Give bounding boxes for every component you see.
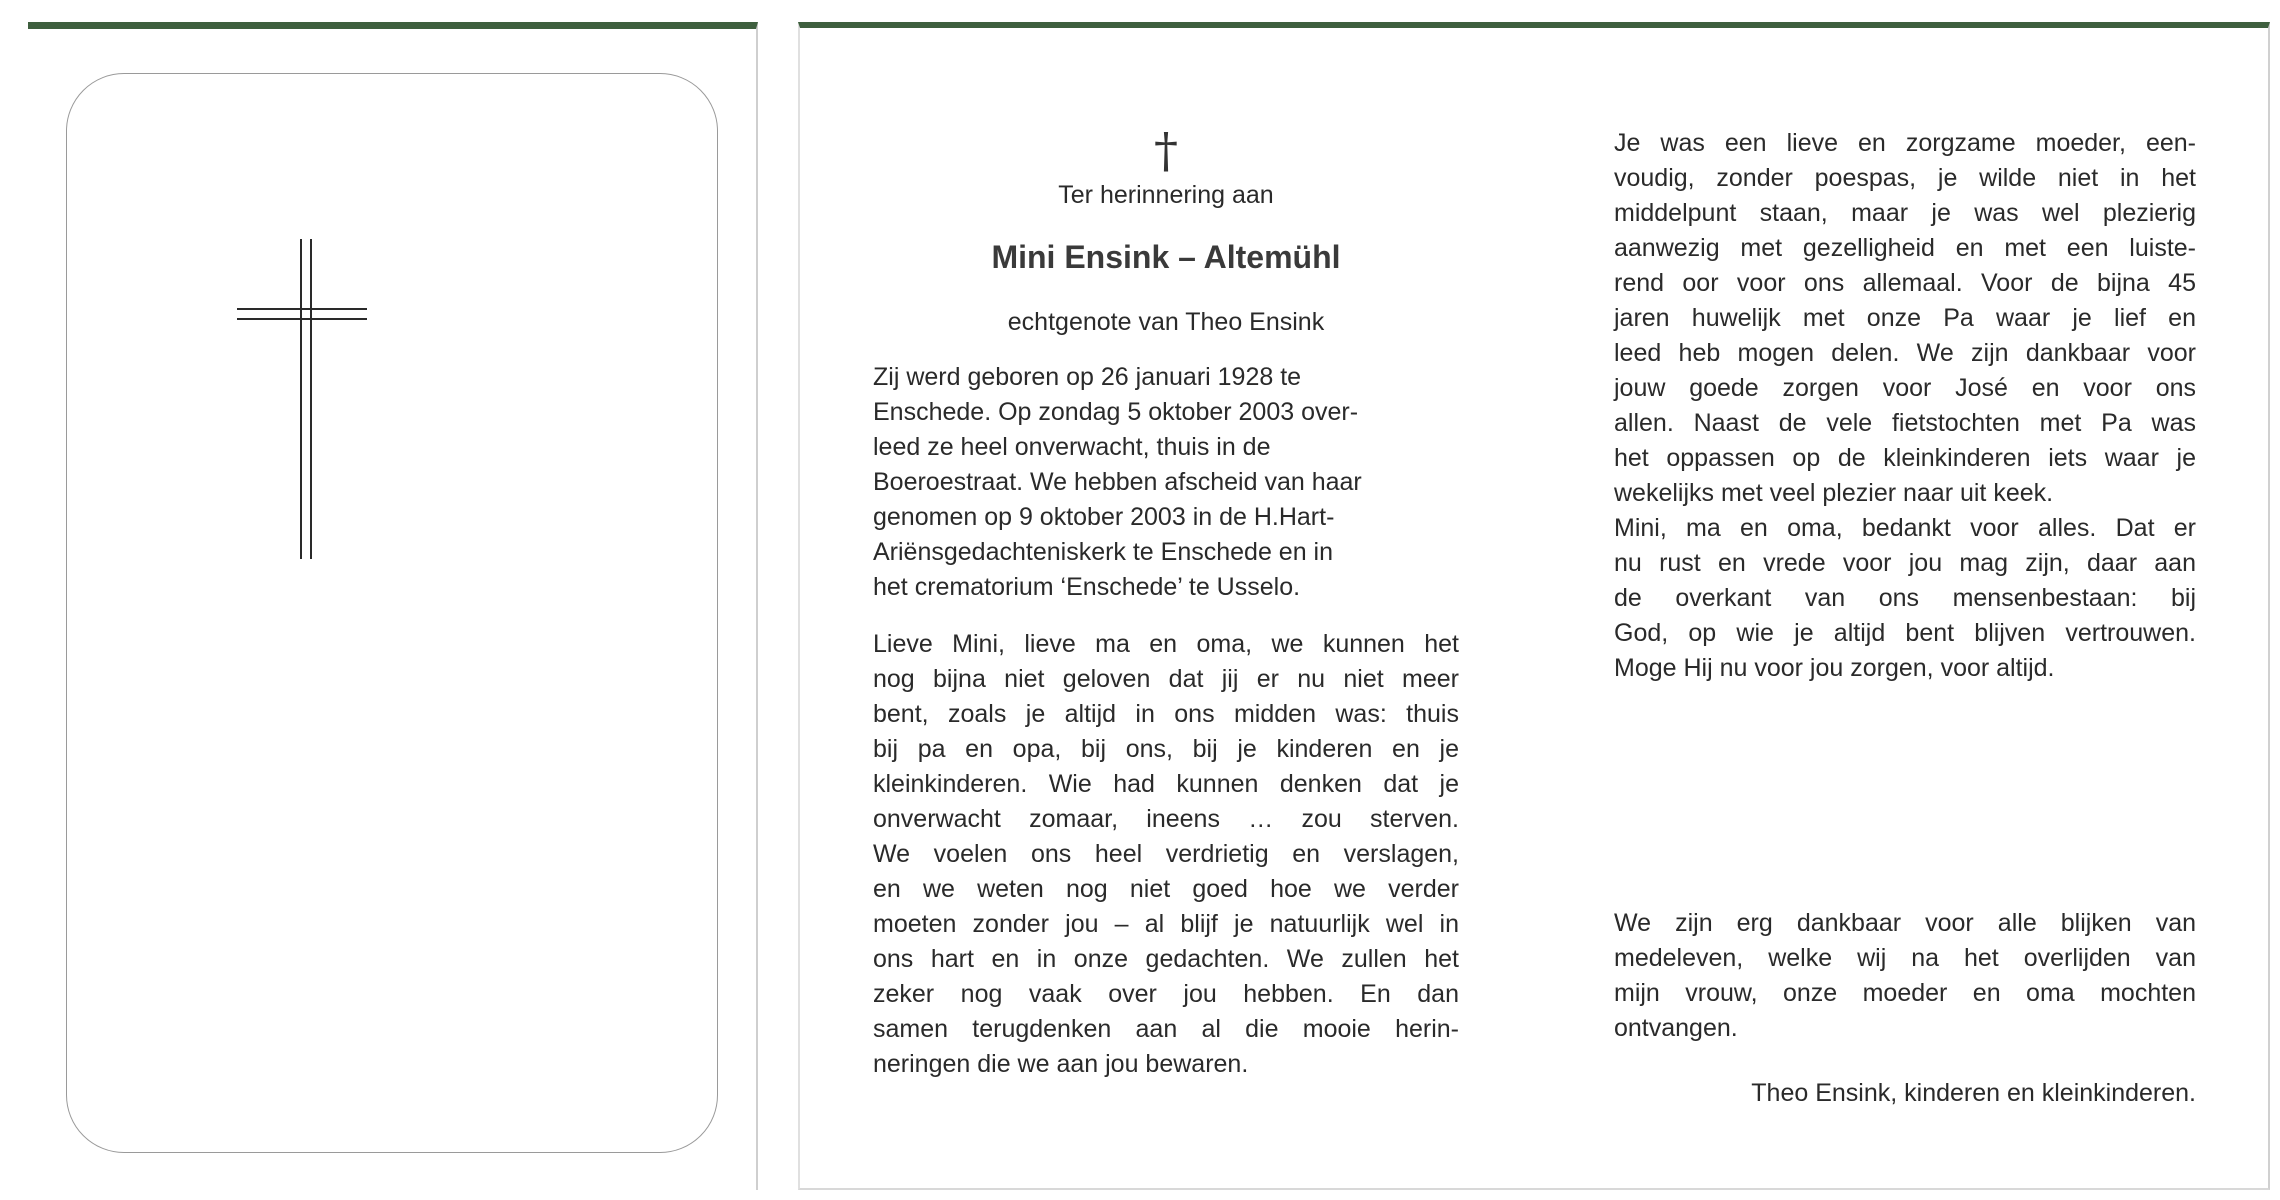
bio-line: Boeroestraat. We hebben afscheid van haar bbox=[873, 468, 1362, 496]
tribute-line: neringen die we aan jou bewaren. bbox=[873, 1050, 1249, 1078]
spouse-line: echtgenote van Theo Ensink bbox=[1007, 308, 1325, 336]
bio-line: genomen op 9 oktober 2003 in de H.Hart- bbox=[873, 503, 1335, 531]
right-line: rend oor voor ons allemaal. Voor de bijna 45 bbox=[1614, 269, 2196, 297]
bio-paragraph bbox=[873, 360, 1459, 605]
right-line: leed heb mogen delen. We zijn dankbaar voor bbox=[1614, 339, 2196, 367]
tribute-line: zeker nog vaak over jou hebben. En dan bbox=[873, 980, 1459, 1008]
small-cross-icon: † bbox=[1154, 123, 1178, 179]
thanks-line: ontvangen. bbox=[1614, 1014, 1738, 1042]
right-line: God, op wie je altijd bent blijven vertrouwen. bbox=[1614, 619, 2196, 647]
bio-line: Enschede. Op zondag 5 oktober 2003 over- bbox=[873, 398, 1359, 426]
thanks-line: medeleven, welke wij na het overlijden van bbox=[1614, 944, 2196, 972]
right-line: middelpunt staan, maar je was wel plezierig bbox=[1614, 199, 2196, 227]
right-line: aanwezig met gezelligheid en met een luiste- bbox=[1614, 234, 2196, 262]
card-inside bbox=[798, 22, 2270, 1190]
tribute-paragraph bbox=[873, 627, 1459, 1082]
tribute-line: Lieve Mini, lieve ma en oma, we kunnen het bbox=[873, 630, 1459, 658]
thanks-paragraph bbox=[1614, 906, 2196, 1046]
cross-icon bbox=[237, 239, 377, 569]
intro-text: Ter herinnering aan bbox=[1058, 181, 1274, 209]
tribute-line: kleinkinderen. Wie had kunnen denken dat je bbox=[873, 770, 1459, 798]
bio-line: Ariënsgedachteniskerk te Enschede en in bbox=[873, 538, 1334, 566]
right-line: Mini, ma en oma, bedankt voor alles. Dat er bbox=[1614, 514, 2196, 542]
right-line: voudig, zonder poespas, je wilde niet in het bbox=[1614, 164, 2196, 192]
bio-line: leed ze heel onverwacht, thuis in de bbox=[873, 433, 1271, 461]
right-line: Moge Hij nu voor jou zorgen, voor altijd. bbox=[1614, 654, 2055, 682]
tribute-line: ons hart en in onze gedachten. We zullen het bbox=[873, 945, 1459, 973]
signature: Theo Ensink, kinderen en kleinkinderen. bbox=[1751, 1079, 2196, 1107]
right-line: jouw goede zorgen voor José en voor ons bbox=[1614, 374, 2196, 402]
card-front bbox=[28, 22, 758, 1190]
right-line: wekelijks met veel plezier naar uit keek. bbox=[1614, 479, 2054, 507]
bio-line: Zij werd geboren op 26 januari 1928 te bbox=[873, 363, 1302, 391]
tribute-line: nog bijna niet geloven dat jij er nu niet meer bbox=[873, 665, 1459, 693]
left-column bbox=[873, 123, 1459, 1082]
tribute-line: We voelen ons heel verdrietig en verslagen, bbox=[873, 840, 1459, 868]
tribute-line: onverwacht zomaar, ineens … zou sterven. bbox=[873, 805, 1459, 833]
thanks-line: mijn vrouw, onze moeder en oma mochten bbox=[1614, 979, 2196, 1007]
tribute-line: bent, zoals je altijd in ons midden was: thuis bbox=[873, 700, 1459, 728]
right-line: de overkant van ons mensenbestaan: bij bbox=[1614, 584, 2196, 612]
tribute-line: bij pa en opa, bij ons, bij je kinderen en je bbox=[873, 735, 1459, 763]
right-column bbox=[1614, 126, 2196, 686]
thanks-line: We zijn erg dankbaar voor alle blijken van bbox=[1614, 909, 2196, 937]
right-line: Je was een lieve en zorgzame moeder, een- bbox=[1614, 129, 2196, 157]
rounded-frame bbox=[66, 73, 718, 1153]
deceased-name: Mini Ensink – Altemühl bbox=[991, 239, 1341, 275]
right-line: allen. Naast de vele fietstochten met Pa was bbox=[1614, 409, 2196, 437]
right-line: nu rust en vrede voor jou mag zijn, daar aan bbox=[1614, 549, 2196, 577]
tribute-line: moeten zonder jou – al blijf je natuurlijk wel in bbox=[873, 910, 1459, 938]
right-line: jaren huwelijk met onze Pa waar je lief en bbox=[1614, 304, 2196, 332]
right-line: het oppassen op de kleinkinderen iets waar je bbox=[1614, 444, 2196, 472]
bio-line: het crematorium ‘Enschede’ te Usselo. bbox=[873, 573, 1301, 601]
tribute-line: en we weten nog niet goed hoe we verder bbox=[873, 875, 1459, 903]
tribute-line: samen terugdenken aan al die mooie herin- bbox=[873, 1015, 1459, 1043]
